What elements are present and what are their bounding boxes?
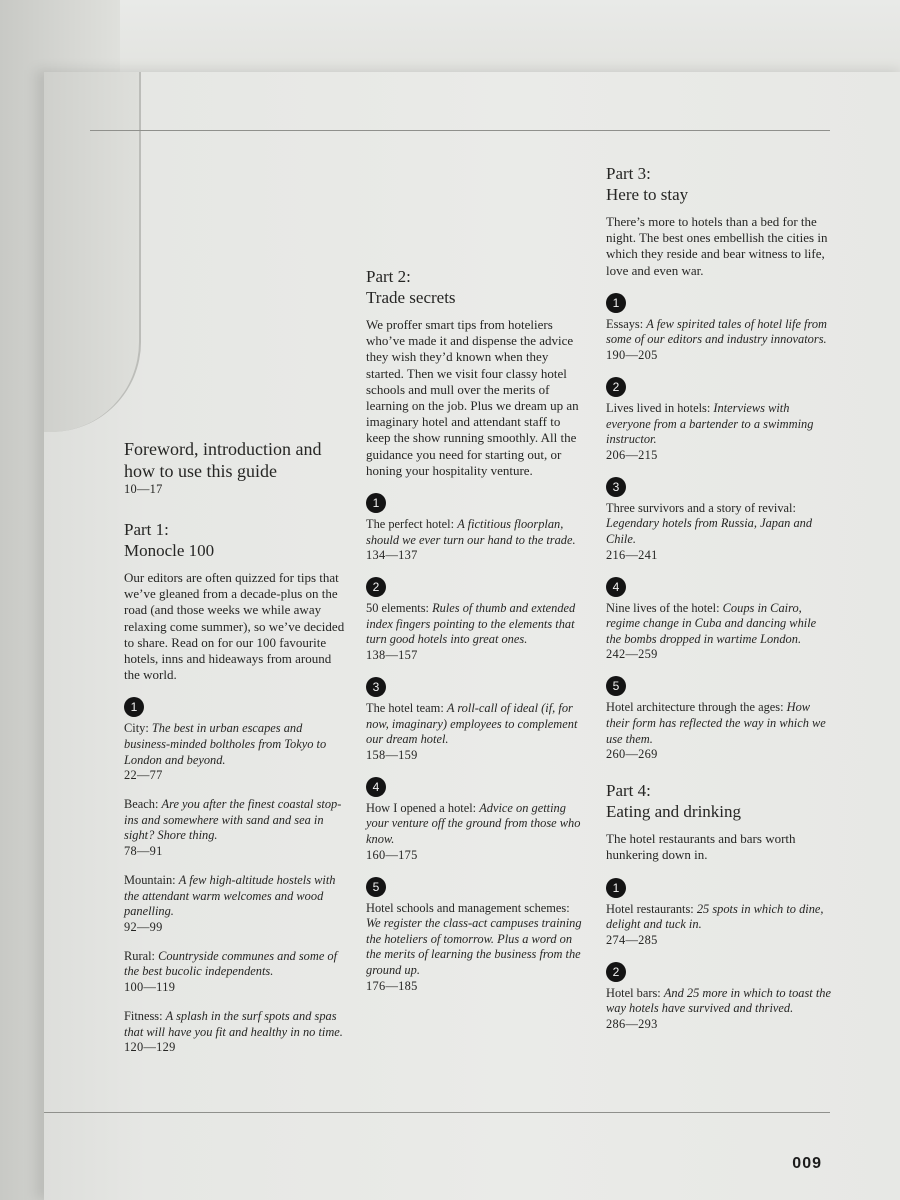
part4-intro: The hotel restaurants and bars worth hunkering down in. [606, 831, 796, 863]
entry-name: Three survivors and a story of revival: [606, 500, 796, 515]
toc-entry [606, 577, 834, 663]
entry-text [606, 317, 834, 348]
entry-description: Interviews with everyone from a bartender to a swimming instructor. [606, 401, 814, 447]
entry-text [606, 986, 834, 1017]
entry-name: Hotel bars: [606, 985, 661, 1000]
part1-title: Monocle 100 [124, 541, 215, 560]
entry-description: Legendary hotels from Russia, Japan and Chile. [606, 516, 813, 546]
entry-pages: 242—259 [606, 647, 658, 662]
entry-name: Beach: [124, 797, 159, 812]
entry-text [124, 721, 350, 768]
number-badge: 5 [606, 676, 626, 696]
entry-text [366, 601, 584, 648]
part4-items [606, 878, 834, 1032]
entry-text [606, 501, 834, 548]
part2-items [366, 493, 584, 994]
entry-description: How their form has reflected the way in which we use them. [606, 700, 826, 746]
part2-intro: We proffer smart tips from hoteliers who’ve made it and dispense the advice they wish they’d known when they started. Then we visit four classy hotel schools and mull over the merits of learning on the job. Plus we dream up an imaginary hotel and attendant staff to keep the show running smoothly. All the guidance you need for starting out, or honing your hospitality venture. [366, 317, 579, 478]
number-badge: 5 [366, 877, 386, 897]
entry-name: Nine lives of the hotel: [606, 600, 720, 615]
part1-intro: Our editors are often quizzed for tips that we’ve gleaned from a decade-plus on the road (and those weeks we while away relaxing come summer), so we’ve decided to share. Read on for our 100 favourite hotels, inns and hideaways from around the world. [124, 570, 345, 683]
toc-entry [124, 1009, 350, 1055]
background-top [60, 0, 900, 80]
part4-title: Eating and drinking [606, 802, 742, 822]
toc-entry [366, 493, 584, 563]
column-middle [366, 266, 584, 994]
entry-name: 50 elements: [366, 601, 429, 616]
part4-section [606, 780, 834, 1032]
part2-label: Part 2: [366, 267, 411, 286]
entry-pages: 176—185 [366, 978, 418, 993]
entry-description: A fictitious floorplan, should we ever turn our hand to the trade. [366, 517, 576, 547]
entry-description: Coups in Cairo, regime change in Cuba and dancing while the bombs dropped in wartime London. [606, 600, 817, 646]
entry-pages: 216—241 [606, 547, 658, 562]
toc-entry [606, 377, 834, 463]
entry-name: Lives lived in hotels: [606, 401, 711, 415]
part1-label: Part 1: [124, 520, 169, 539]
toc-entry [606, 477, 834, 563]
entry-text [606, 902, 834, 933]
entry-description: 25 spots in which to dine, delight and tuck in. [606, 901, 824, 932]
entry-pages: 190—205 [606, 348, 658, 362]
toc-entry [124, 949, 350, 995]
part4-label: Part 4: [606, 781, 651, 801]
entry-description: And 25 more in which to toast the way hotels have survived and thrived. [606, 985, 831, 1016]
entry-pages: 286—293 [606, 1016, 658, 1031]
toc-entry [366, 877, 584, 994]
entry-text [124, 1009, 350, 1040]
entry-description: Are you after the finest coastal stop-ins and somewhere with sand and sea in sight? Shore thing. [124, 797, 342, 843]
toc-entry [124, 697, 350, 783]
part1-section [124, 519, 350, 1055]
part1-items [124, 697, 350, 1055]
entry-pages: 206—215 [606, 447, 658, 462]
top-rule [90, 130, 830, 131]
foreword-pages: 10—17 [124, 482, 163, 496]
entry-name: Hotel architecture through the ages: [606, 700, 784, 715]
part3-intro: There’s more to hotels than a bed for the night. The best ones embellish the cities in which they reside and bear witness to life, love and even war. [606, 214, 828, 278]
entry-description: Countryside communes and some of the best bucolic independents. [124, 948, 338, 979]
entry-description: Rules of thumb and extended index fingers pointing to the elements that turn good hotels into great ones. [366, 601, 576, 647]
entry-text [366, 901, 584, 979]
entry-name: How I opened a hotel: [366, 800, 477, 815]
toc-entry [366, 677, 584, 763]
toc-entry [366, 777, 584, 863]
entry-pages: 92—99 [124, 919, 163, 934]
part2-title: Trade secrets [366, 288, 456, 307]
number-badge: 2 [366, 577, 386, 597]
foreword-section [124, 438, 350, 497]
part3-title: Here to stay [606, 185, 689, 204]
entry-description: A few spirited tales of hotel life from some of our editors and industry innovators. [606, 316, 827, 347]
toc-entry [606, 293, 834, 363]
number-badge: 1 [366, 493, 386, 513]
entry-name: Rural: [124, 948, 155, 963]
entry-pages: 120—129 [124, 1040, 176, 1055]
number-badge: 3 [606, 477, 626, 497]
toc-entry [606, 962, 834, 1032]
toc-entry [606, 878, 834, 948]
number-badge: 1 [606, 878, 626, 898]
entry-pages: 274—285 [606, 932, 658, 947]
column-right [606, 163, 834, 1032]
part3-label: Part 3: [606, 164, 651, 183]
entry-text [606, 401, 834, 448]
number-badge: 1 [124, 697, 144, 717]
number-badge: 2 [606, 962, 626, 982]
number-badge: 2 [606, 377, 626, 397]
entry-text [366, 701, 584, 748]
entry-name: City: [124, 721, 149, 736]
entry-pages: 138—157 [366, 648, 418, 662]
entry-pages: 160—175 [366, 847, 418, 862]
entry-text [366, 517, 584, 548]
entry-pages: 134—137 [366, 548, 418, 563]
entry-text [124, 797, 350, 844]
foreword-title: Foreword, introduction and how to use this guide [124, 439, 322, 481]
entry-name: Hotel restaurants: [606, 901, 694, 916]
entry-description: A roll-call of ideal (if, for now, imaginary) employees to complement our dream hotel. [366, 701, 578, 747]
bottom-rule [44, 1112, 830, 1113]
entry-text [606, 601, 834, 648]
entry-name: Essays: [606, 316, 644, 331]
toc-entry [366, 577, 584, 663]
entry-pages: 158—159 [366, 747, 418, 762]
entry-text [124, 949, 350, 980]
entry-name: Hotel schools and management schemes: [366, 900, 570, 915]
entry-pages: 78—91 [124, 843, 163, 858]
number-badge: 4 [366, 777, 386, 797]
number-badge: 3 [366, 677, 386, 697]
entry-name: The perfect hotel: [366, 517, 455, 532]
page-curl [44, 72, 141, 432]
entry-text [606, 700, 834, 747]
entry-text [124, 873, 350, 920]
toc-entry [606, 676, 834, 762]
entry-name: Mountain: [124, 872, 176, 887]
toc-entry [124, 797, 350, 859]
entry-description: A few high-altitude hostels with the attendant warm welcomes and wood panelling. [124, 872, 336, 919]
entry-description: The best in urban escapes and business-minded boltholes from Tokyo to London and beyond. [124, 721, 327, 767]
entry-description: Advice on getting your venture off the ground from those who know. [366, 800, 581, 846]
entry-description: We register the class-act campuses training the hoteliers of tomorrow. Plus a word on the merits of learning the business from the ground up. [366, 916, 582, 977]
entry-description: A splash in the surf spots and spas that will have you fit and healthy in no time. [124, 1008, 343, 1039]
number-badge: 1 [606, 293, 626, 313]
entry-pages: 260—269 [606, 747, 658, 762]
entry-pages: 22—77 [124, 768, 163, 783]
part3-items [606, 293, 834, 762]
entry-text [366, 801, 584, 848]
number-badge: 4 [606, 577, 626, 597]
toc-entry [124, 873, 350, 935]
entry-name: Fitness: [124, 1008, 163, 1023]
column-left [124, 438, 350, 1055]
entry-name: The hotel team: [366, 701, 444, 715]
entry-pages: 100—119 [124, 979, 176, 994]
page-number: 009 [792, 1155, 822, 1172]
